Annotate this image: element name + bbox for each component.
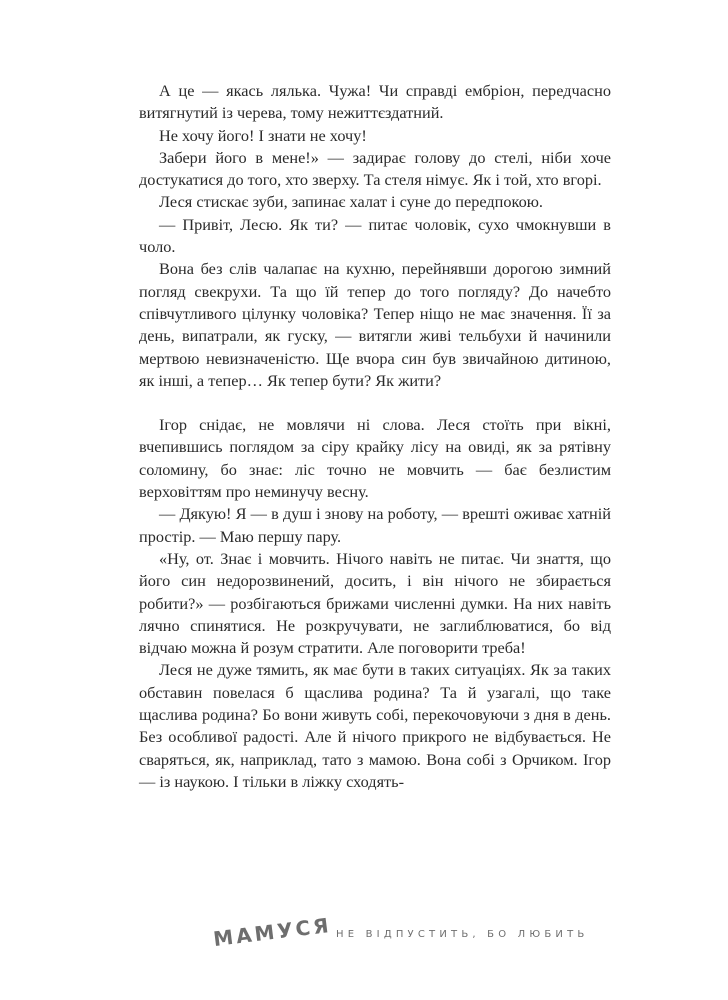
paragraph: — Привіт, Лесю. Як ти? — питає чоловік, сухо чмокнувши в чоло. bbox=[139, 214, 611, 257]
paragraph: «Ну, от. Знає і мовчить. Нічого навіть не питає. Чи знаття, що його син недорозвинений, досить, і він нічого не збирається робити?» — розбігаються брижами численні думки. На них навіть лячно спинятися. Не розкручувати, не заглиблюватися, бо від відчаю можна й розум стратити. Але поговорити треба! bbox=[139, 548, 611, 658]
series-title: МАМУСЯ bbox=[211, 912, 333, 952]
page-body bbox=[139, 80, 611, 793]
paragraph: Забери його в мене!» — задирає голову до стелі, ніби хоче достукатися до того, хто зверху. Та стеля німує. Як і той, хто вгорі. bbox=[139, 147, 611, 190]
paragraph: Леся стискає зуби, запинає халат і суне до передпокою. bbox=[159, 192, 543, 212]
paragraph: — Дякую! Я — в душ і знову на роботу, — врешті оживає хатній простір. — Маю першу пару. bbox=[139, 504, 611, 546]
paragraph: Не хочу його! І знати не хочу! bbox=[159, 125, 367, 145]
paragraph: Леся не дуже тямить, як має бути в таких ситуаціях. Як за таких обставин повелася б щаслива родина? Та й узагалі, що таке щаслива родина? Бо вони живуть собі, перекочовуючи з дня в день. Без особливої радості. Але й нічого прикрого не відбувається. Не сваряться, як, наприклад, тато з мамою. Вона собі з Орчиком. Ігор — із наукою. І тільки в ліжку сходять- bbox=[139, 660, 611, 791]
paragraph: Вона без слів чалапає на кухню, перейнявши дорогою зимний погляд свекрухи. Та що їй тепер до того погляду? До начебто співчутливого цілунку чоловіка? Тепер ніщо не має значення. Її за день, випатрали, як гуску, — витягли живі тельбухи й начинили мертвою невизначеністю. Ще вчора син був звичайною дитиною, як інші, а тепер… Як тепер бути? Як жити? bbox=[139, 259, 611, 390]
paragraph: Ігор снідає, не мовлячи ні слова. Леся стоїть при вікні, вчепившись поглядом за сіру крайку лісу на овиді, як за рятівну соломину, бо знає: ліс точно не мовчить — бає безлистим верховіттям про неминучу весну. bbox=[139, 415, 611, 502]
section-break bbox=[139, 392, 611, 414]
paragraph: А це — якась лялька. Чужа! Чи справді ембріон, передчасно витягнутий із черева, тому нежиттєздатний. bbox=[139, 81, 611, 123]
book-title: НЕ ВІДПУСТИТЬ, БО ЛЮБИТЬ bbox=[336, 929, 589, 940]
